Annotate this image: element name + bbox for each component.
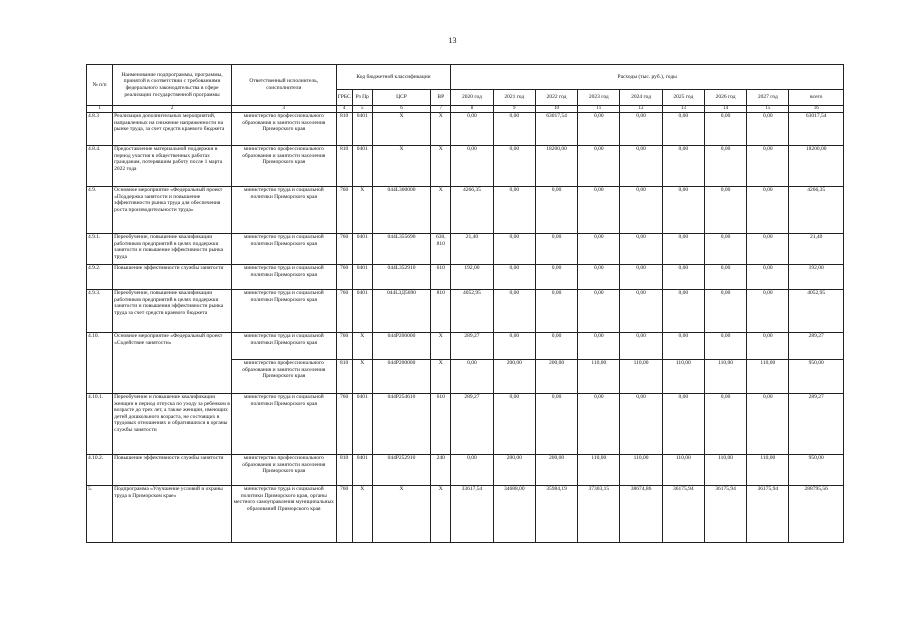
row-name: Основное мероприятие «Федеральный проект «Содействие занятости» — [113, 333, 232, 394]
row-value: 0,00 — [535, 290, 577, 333]
col-number: 6 — [372, 106, 430, 113]
row-name: Повышение эффективности службы занятости — [113, 265, 232, 290]
row-responsible: министерство труда и социальной политики Приморского края — [231, 333, 336, 360]
row-value: 33617,54 — [451, 486, 493, 543]
row-value: 110,00 — [747, 360, 789, 394]
row-num: 4.8.4. — [87, 146, 113, 187]
row-value: 0,00 — [662, 265, 704, 290]
row-num: 4.8.3 — [87, 113, 113, 146]
row-value: 0,00 — [493, 187, 535, 234]
row-vr: 810 — [431, 290, 451, 333]
row-value: 0,00 — [662, 234, 704, 265]
row-total: 289,27 — [789, 333, 844, 360]
row-rzpr: Х — [352, 333, 372, 360]
row-value: 0,00 — [493, 394, 535, 455]
table-row — [87, 394, 844, 455]
row-responsible: министерство труда и социальной политики Приморского края — [231, 265, 336, 290]
row-name: Переобучение и повышение квалификации женщин в период отпуска по уходу за ребенком в возрасте до трех лет, а также женщин, имеющих детей дошкольного возраста, не состоящих в трудовых отношениях и обратившихся в органы службы занятости — [113, 394, 232, 455]
row-value: 289,27 — [451, 394, 493, 455]
row-value: 0,00 — [704, 333, 746, 360]
row-rzpr: 0401 — [352, 394, 372, 455]
row-vr: Х — [431, 333, 451, 360]
row-value: 0,00 — [662, 146, 704, 187]
row-total: 4052,95 — [789, 290, 844, 333]
row-name: Повышение эффективности службы занятости — [113, 455, 232, 486]
row-name: Подпрограмма «Улучшение условий и охраны труда в Приморском крае» — [113, 486, 232, 543]
row-value: 110,00 — [620, 360, 662, 394]
header-year: 2021 год — [493, 90, 535, 106]
row-responsible: министерство труда и социальной политики Приморского края — [231, 394, 336, 455]
row-responsible: министерство профессионального образования и занятости населения Приморского края — [231, 455, 336, 486]
row-value: 0,00 — [451, 113, 493, 146]
row-value: 0,00 — [578, 234, 620, 265]
row-value: 21,40 — [451, 234, 493, 265]
col-number: 3 — [231, 106, 336, 113]
col-number: 2 — [113, 106, 232, 113]
row-total: 950,00 — [789, 455, 844, 486]
row-value: 38674,86 — [620, 486, 662, 543]
row-total: 63017,54 — [789, 113, 844, 146]
row-value: 18200,00 — [535, 146, 577, 187]
row-responsible: министерство труда и социальной политики Приморского края, органы местного самоуправления муниципальных образований Приморского края — [231, 486, 336, 543]
col-number: 5 — [352, 106, 372, 113]
row-value: 63017,54 — [535, 113, 577, 146]
page-number: 13 — [448, 36, 457, 45]
row-value: 0,00 — [493, 234, 535, 265]
row-name: Переобучение, повышение квалификации работников предприятий в целях поддержки занятости и повышения эффективности рынка труда за счет средств краевого бюджета — [113, 290, 232, 333]
row-value: 0,00 — [704, 290, 746, 333]
row-value: 289,27 — [451, 333, 493, 360]
row-responsible: министерство профессионального образования и занятости населения Приморского края — [231, 360, 336, 394]
row-value: 0,00 — [620, 113, 662, 146]
row-value: 0,00 — [704, 234, 746, 265]
row-value: 0,00 — [620, 187, 662, 234]
row-value: 0,00 — [662, 290, 704, 333]
row-rzpr: 0401 — [352, 234, 372, 265]
row-value: 0,00 — [662, 394, 704, 455]
row-rzpr: Х — [352, 486, 372, 543]
row-vr: 610 — [431, 265, 451, 290]
row-value: 0,00 — [662, 333, 704, 360]
row-num: 4.9.2. — [87, 265, 113, 290]
row-value: 0,00 — [620, 234, 662, 265]
row-rzpr: 0401 — [352, 146, 372, 187]
table-row — [87, 146, 844, 187]
row-total: 4266,35 — [789, 187, 844, 234]
row-value: 200,00 — [493, 455, 535, 486]
col-number: 1 — [87, 106, 113, 113]
row-value: 36175,94 — [704, 486, 746, 543]
row-csr: 044L355690 — [372, 234, 430, 265]
row-csr: 044P200000 — [372, 360, 430, 394]
row-num: 5. — [87, 486, 113, 543]
row-grbs: 760 — [336, 234, 352, 265]
row-value: 0,00 — [747, 394, 789, 455]
row-value: 0,00 — [620, 333, 662, 360]
row-csr: 044P254610 — [372, 394, 430, 455]
col-number: 14 — [704, 106, 746, 113]
row-responsible: министерство профессионального образования и занятости населения Приморского края — [231, 146, 336, 187]
row-csr: Х — [372, 113, 430, 146]
header-grbs: ГРБС — [336, 90, 352, 106]
row-grbs: 760 — [336, 265, 352, 290]
row-value: 0,00 — [493, 290, 535, 333]
row-vr: Х — [431, 360, 451, 394]
header-year: 2022 год — [535, 90, 577, 106]
row-total: 289,27 — [789, 394, 844, 455]
row-value: 35984,19 — [535, 486, 577, 543]
row-total: 950,00 — [789, 360, 844, 394]
row-num: 4.9. — [87, 187, 113, 234]
col-number: 11 — [578, 106, 620, 113]
col-number: 7 — [431, 106, 451, 113]
header-year: 2023 год — [578, 90, 620, 106]
header-budget-code: Код бюджетной классификации — [336, 65, 451, 90]
row-value: 192,00 — [451, 265, 493, 290]
row-value: 0,00 — [578, 394, 620, 455]
row-csr: 044L3Д5690 — [372, 290, 430, 333]
row-value: 0,00 — [578, 290, 620, 333]
budget-table — [86, 64, 844, 543]
row-value: 0,00 — [704, 187, 746, 234]
header-rzpr: Рз Пр — [352, 90, 372, 106]
row-value: 0,00 — [535, 394, 577, 455]
row-grbs: 810 — [336, 455, 352, 486]
header-year: 2020 год — [451, 90, 493, 106]
row-value: 0,00 — [578, 146, 620, 187]
row-num: 4.9.3. — [87, 290, 113, 333]
row-vr: 610 — [431, 394, 451, 455]
row-responsible: министерство труда и социальной политики Приморского края — [231, 290, 336, 333]
col-number: 9 — [493, 106, 535, 113]
table-row — [87, 113, 844, 146]
row-value: 0,00 — [493, 146, 535, 187]
row-value: 0,00 — [535, 265, 577, 290]
header-expenses: Расходы (тыс. руб.), годы — [451, 65, 844, 90]
row-value: 0,00 — [620, 265, 662, 290]
row-csr: 044L352910 — [372, 265, 430, 290]
row-value: 0,00 — [704, 146, 746, 187]
row-value: 0,00 — [535, 187, 577, 234]
row-value: 200,00 — [535, 455, 577, 486]
row-value: 110,00 — [704, 360, 746, 394]
table-row — [87, 265, 844, 290]
row-value: 0,00 — [747, 113, 789, 146]
row-name: Предоставление материальной поддержки в период участия в общественных работах гражданам, потерявшим работу после 1 марта 2022 года — [113, 146, 232, 187]
row-rzpr: Х — [352, 360, 372, 394]
row-value: 0,00 — [578, 187, 620, 234]
row-responsible: министерство труда и социальной политики Приморского края — [231, 234, 336, 265]
row-value: 110,00 — [578, 360, 620, 394]
row-num: 4.10.2. — [87, 455, 113, 486]
row-csr: Х — [372, 486, 430, 543]
row-total: 18200,00 — [789, 146, 844, 187]
row-grbs: 810 — [336, 146, 352, 187]
row-value: 0,00 — [662, 187, 704, 234]
row-value: 0,00 — [747, 187, 789, 234]
row-value: 0,00 — [747, 146, 789, 187]
row-value: 110,00 — [662, 455, 704, 486]
table-row — [87, 234, 844, 265]
col-number: 8 — [451, 106, 493, 113]
row-grbs: 760 — [336, 486, 352, 543]
row-value: 37303,15 — [578, 486, 620, 543]
row-rzpr: 0401 — [352, 455, 372, 486]
row-value: 36175,94 — [747, 486, 789, 543]
row-value: 0,00 — [451, 360, 493, 394]
row-value: 0,00 — [535, 333, 577, 360]
row-value: 0,00 — [620, 146, 662, 187]
row-name: Переобучение, повышение квалификации работников предприятий в целях поддержки занятости и повышение эффективности рынка труда — [113, 234, 232, 265]
header-year: 2025 год — [662, 90, 704, 106]
row-name: Реализация дополнительных мероприятий, направленных на снижение напряженности на рынке труда, за счет средств краевого бюджета — [113, 113, 232, 146]
row-value: 110,00 — [747, 455, 789, 486]
row-value: 4052,95 — [451, 290, 493, 333]
row-value: 0,00 — [620, 290, 662, 333]
row-value: 200,00 — [535, 360, 577, 394]
header-responsible: Ответственный исполнитель, соисполнители — [231, 65, 336, 106]
table-row — [87, 486, 844, 543]
row-value: 0,00 — [747, 265, 789, 290]
row-csr: 044P252910 — [372, 455, 430, 486]
header-csr: ЦСР — [372, 90, 430, 106]
table-row — [87, 290, 844, 333]
row-value: 110,00 — [578, 455, 620, 486]
row-value: 0,00 — [493, 265, 535, 290]
header-year: 2026 год — [704, 90, 746, 106]
row-total: 21,40 — [789, 234, 844, 265]
row-value: 200,00 — [493, 360, 535, 394]
col-number: 13 — [662, 106, 704, 113]
row-rzpr: 0401 — [352, 290, 372, 333]
col-number: 12 — [620, 106, 662, 113]
row-value: 0,00 — [704, 394, 746, 455]
row-value: 0,00 — [535, 234, 577, 265]
col-number: 15 — [747, 106, 789, 113]
row-value: 110,00 — [662, 360, 704, 394]
row-value: 0,00 — [704, 265, 746, 290]
row-vr: Х — [431, 486, 451, 543]
row-vr: 630, 810 — [431, 234, 451, 265]
row-value: 0,00 — [662, 113, 704, 146]
row-grbs: 760 — [336, 290, 352, 333]
row-grbs: 760 — [336, 333, 352, 360]
col-number: 4 — [336, 106, 352, 113]
row-vr: Х — [431, 187, 451, 234]
row-value: 0,00 — [451, 146, 493, 187]
col-number: 16 — [789, 106, 844, 113]
row-grbs: 810 — [336, 360, 352, 394]
row-rzpr: 0401 — [352, 265, 372, 290]
row-value: 4266,35 — [451, 187, 493, 234]
table-row — [87, 333, 844, 360]
row-value: 0,00 — [704, 113, 746, 146]
row-num: 4.9.1. — [87, 234, 113, 265]
row-csr: 044P200000 — [372, 333, 430, 360]
row-num: 4.10. — [87, 333, 113, 394]
row-num: 4.10.1. — [87, 394, 113, 455]
row-grbs: 760 — [336, 394, 352, 455]
row-rzpr: Х — [352, 187, 372, 234]
col-number: 10 — [535, 106, 577, 113]
row-name: Основное мероприятие «Федеральный проект «Поддержка занятости и повышение эффективности рынка труда для обеспечения роста производительности труда» — [113, 187, 232, 234]
header-year: 2024 год — [620, 90, 662, 106]
row-value: 0,00 — [747, 234, 789, 265]
row-value: 0,00 — [747, 290, 789, 333]
row-grbs: 810 — [336, 113, 352, 146]
row-vr: Х — [431, 146, 451, 187]
row-value: 0,00 — [747, 333, 789, 360]
row-csr: Х — [372, 146, 430, 187]
table-row — [87, 455, 844, 486]
header-name: Наименование подпрограммы, программы, принятой в соответствии с требованиями федерального законодательства в сфере реализации государственной программы — [113, 65, 232, 106]
row-csr: 044L300000 — [372, 187, 430, 234]
row-value: 110,00 — [620, 455, 662, 486]
header-year: 2027 год — [747, 90, 789, 106]
row-total: 288795,56 — [789, 486, 844, 543]
row-vr: 240 — [431, 455, 451, 486]
row-value: 0,00 — [578, 265, 620, 290]
row-vr: Х — [431, 113, 451, 146]
row-grbs: 760 — [336, 187, 352, 234]
row-value: 34688,00 — [493, 486, 535, 543]
row-value: 0,00 — [620, 394, 662, 455]
row-value: 0,00 — [578, 113, 620, 146]
table-row — [87, 187, 844, 234]
row-value: 0,00 — [493, 113, 535, 146]
row-value: 0,00 — [451, 455, 493, 486]
header-total: всего — [789, 90, 844, 106]
row-value: 0,00 — [578, 333, 620, 360]
header-num: № п/п — [87, 65, 113, 106]
row-value: 36175,94 — [662, 486, 704, 543]
row-total: 192,00 — [789, 265, 844, 290]
row-responsible: министерство труда и социальной политики Приморского края — [231, 187, 336, 234]
row-rzpr: 0401 — [352, 113, 372, 146]
row-value: 0,00 — [493, 333, 535, 360]
row-responsible: министерство профессионального образования и занятости населения Приморского края — [231, 113, 336, 146]
header-vr: ВР — [431, 90, 451, 106]
row-value: 110,00 — [704, 455, 746, 486]
